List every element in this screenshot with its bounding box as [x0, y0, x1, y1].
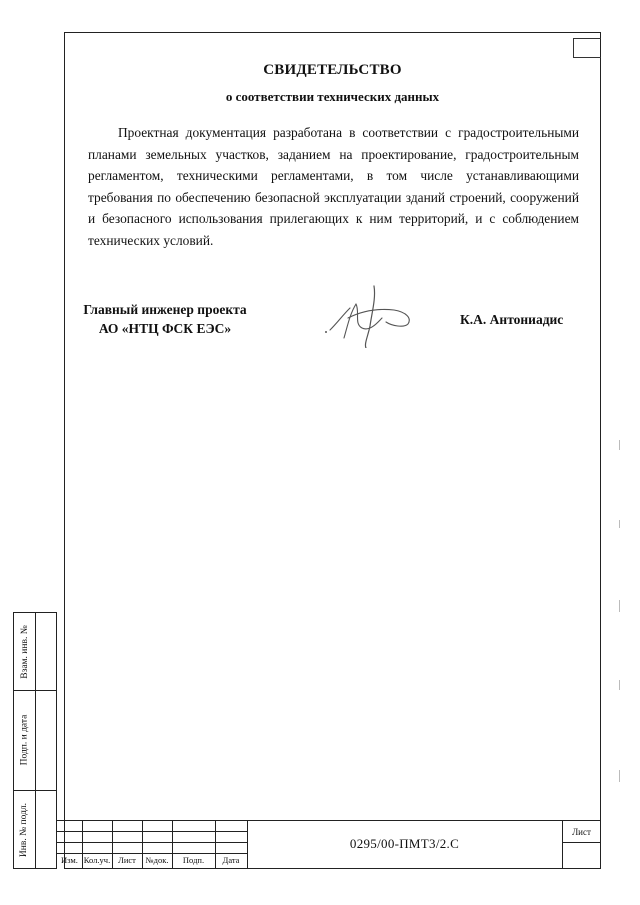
- signatory-role-line1: Главный инженер проекта: [83, 302, 247, 317]
- tb-header-koluch: Кол.уч.: [83, 855, 111, 865]
- signatory-role: [70, 300, 260, 338]
- scan-mark: [619, 770, 620, 782]
- signatory-role-line2: АО «НТЦ ФСК ЕЭС»: [98, 321, 232, 336]
- document-title: СВИДЕТЕЛЬСТВО: [263, 62, 402, 78]
- document-code: 0295/00-ПМТ3/2.С: [349, 836, 460, 851]
- sheet-label: Лист: [572, 827, 591, 837]
- tb-header-ndok: №док.: [145, 855, 169, 865]
- title-block: [57, 820, 601, 869]
- scan-mark: [619, 520, 620, 528]
- tb-header-podp: Подп.: [182, 855, 205, 865]
- handwritten-signature: [320, 278, 420, 348]
- signatory-name: К.А. Антониадис: [460, 312, 564, 327]
- corner-box: [573, 38, 601, 58]
- side-label-signature-date: Подп. и дата: [19, 714, 30, 766]
- tb-header-izm: Изм.: [61, 855, 78, 865]
- side-label-replacement-inv: Взам. инв. №: [19, 624, 30, 679]
- document-body: Проектная документация разработана в соответствии с градостроительными планами земельных участков, заданием на проектирование, градостроительным регламентом, техническими регламентами, в том числе устанавливающими требования по обеспечению безопасной эксплуатации зданий строений, сооружений и безопасного использования прилегающих к ним территорий, и с соблюдением технических условий.: [88, 125, 579, 248]
- scan-mark: [619, 680, 620, 690]
- scan-mark: [619, 440, 620, 450]
- side-strip: [13, 612, 57, 869]
- tb-header-data: Дата: [222, 855, 240, 865]
- side-label-original-inv: Инв. № подл.: [19, 802, 30, 858]
- document-subtitle: о соответствии технических данных: [225, 89, 440, 104]
- tb-header-list: Лист: [118, 855, 136, 865]
- scan-mark: [619, 600, 620, 612]
